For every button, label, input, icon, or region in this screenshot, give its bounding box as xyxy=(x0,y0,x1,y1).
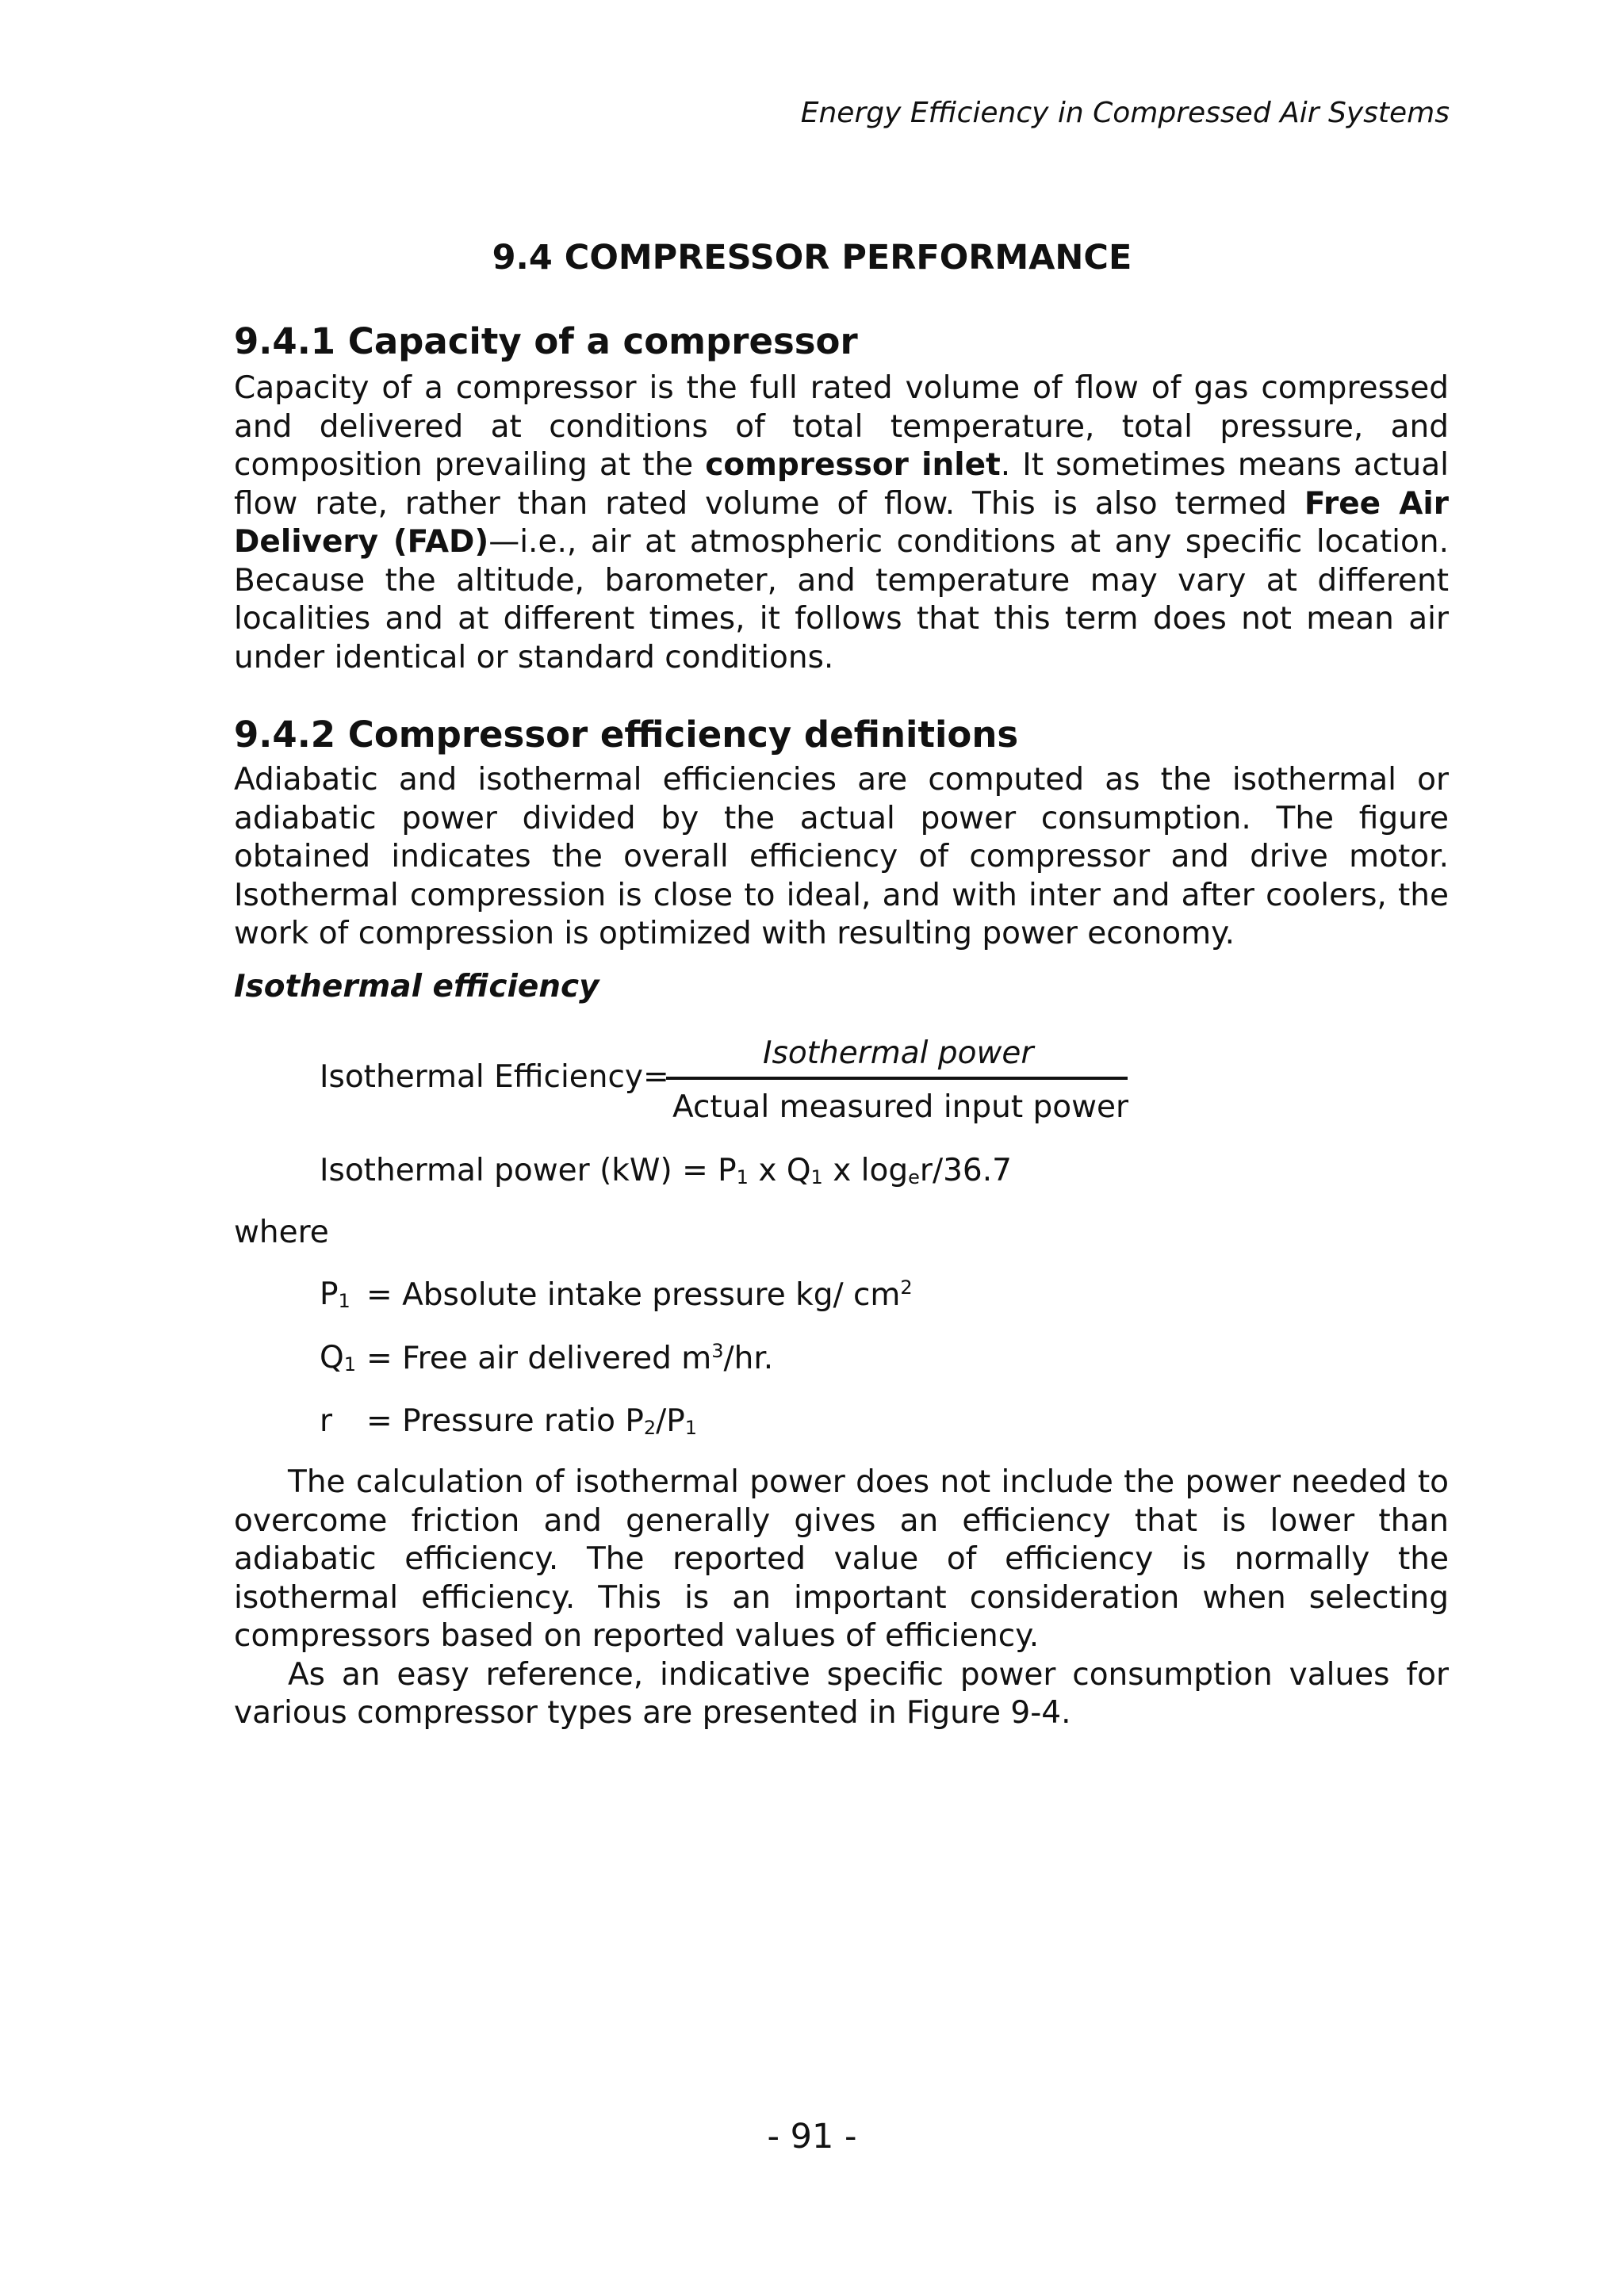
def-p1-sup: 2 xyxy=(900,1276,913,1299)
def-r-sub-a: 2 xyxy=(643,1417,657,1439)
power-formula-tail: r/36.7 xyxy=(919,1153,1012,1188)
isothermal-subheading-block xyxy=(234,969,1449,1004)
capacity-text-1: Capacity of a compressor is the full rated volume of flow of gas compressed and delivered at conditions of total temperature, total pressure, and composition prevailing at the xyxy=(234,370,1449,483)
log-base-subscript: e xyxy=(908,1166,920,1188)
fad-term: Free Air Delivery (FAD) xyxy=(234,485,1449,560)
efficiency-heading: 9.4.2 Compressor efficiency definitions xyxy=(234,714,1019,756)
capacity-heading: 9.4.1 Capacity of a compressor xyxy=(234,320,858,362)
efficiency-section xyxy=(234,714,1449,756)
def-r-symbol xyxy=(320,1403,332,1439)
section-title: 9.4 COMPRESSOR PERFORMANCE xyxy=(492,238,1132,277)
efficiency-paragraph: Adiabatic and isothermal efficiencies are computed as the isothermal or adiabatic power divided by the actual power consumption. The figure obtained indicates the overall efficiency of compressor and drive motor. Isothermal compression is close to ideal, and with inter and after coolers, the work of compression is optimized with resulting power economy. xyxy=(234,762,1449,951)
def-q1-symbol xyxy=(320,1340,356,1376)
page-number: - 91 - xyxy=(767,2117,857,2156)
compressor-inlet-term: compressor inlet xyxy=(705,447,1001,483)
def-q1-tail: /hr. xyxy=(723,1341,774,1376)
isothermal-subheading: Isothermal efficiency xyxy=(234,969,599,1004)
closing-paragraph-1: The calculation of isothermal power does not include the power needed to overcome friction and generally gives an efficiency that is lower than adiabatic efficiency. The reported value of efficiency is normally the isothermal efficiency. This is an important consideration when selecting compressors based on reported values of efficiency. xyxy=(234,1464,1449,1654)
capacity-paragraph xyxy=(234,369,1449,677)
capacity-section xyxy=(234,320,1449,362)
def-q1-desc: = Free air delivered m xyxy=(366,1341,712,1376)
q-subscript: 1 xyxy=(810,1166,823,1188)
def-r-symbol-letter: r xyxy=(320,1403,333,1439)
def-p1-symbol-letter: P xyxy=(320,1276,339,1312)
power-formula-q: x Q xyxy=(748,1153,811,1188)
def-q1-symbol-sub: 1 xyxy=(343,1353,356,1376)
p-subscript: 1 xyxy=(736,1166,749,1188)
capacity-text-2: . It sometimes means actual flow rate, rather than rated volume of flow. This is also termed xyxy=(234,447,1449,522)
capacity-text-3: —i.e., air at atmospheric conditions at any specific location. Because the altitude, barometer, and temperature may vary at different localities and at different times, it follows that this term does not mean air under identical or standard conditions. xyxy=(234,524,1449,675)
def-r-sub-b: 1 xyxy=(684,1417,698,1439)
fraction-bar xyxy=(666,1077,1128,1080)
closing-block xyxy=(234,1464,1449,1733)
closing-paragraph-2: As an easy reference, indicative specific power consumption values for various compressor types are presented in Figure 9-4. xyxy=(234,1656,1449,1731)
fraction-denominator: Actual measured input power xyxy=(672,1089,1129,1125)
def-q1-symbol-letter: Q xyxy=(320,1340,344,1376)
running-header: Energy Efficiency in Compressed Air Systems xyxy=(800,97,1450,129)
def-q1-sup: 3 xyxy=(711,1340,724,1362)
def-p1-symbol xyxy=(320,1276,350,1312)
def-q1-text xyxy=(366,1340,773,1376)
def-p1-desc: = Absolute intake pressure kg/ cm xyxy=(366,1277,901,1313)
def-r-desc: = Pressure ratio P xyxy=(366,1403,644,1439)
def-p1-text xyxy=(366,1276,913,1313)
def-r-mid: /P xyxy=(656,1403,685,1439)
isothermal-power-formula xyxy=(320,1153,1012,1188)
power-formula-log: x log xyxy=(822,1153,909,1188)
efficiency-paragraph-block xyxy=(234,761,1449,954)
def-p1-symbol-sub: 1 xyxy=(338,1290,350,1312)
where-label: where xyxy=(234,1215,329,1250)
formula-lhs: Isothermal Efficiency= xyxy=(320,1059,669,1095)
capacity-paragraph-block xyxy=(234,369,1449,677)
def-r-text xyxy=(366,1403,697,1439)
fraction-numerator: Isothermal power xyxy=(763,1035,1034,1071)
power-formula-start: Isothermal power (kW) = P xyxy=(320,1153,737,1188)
